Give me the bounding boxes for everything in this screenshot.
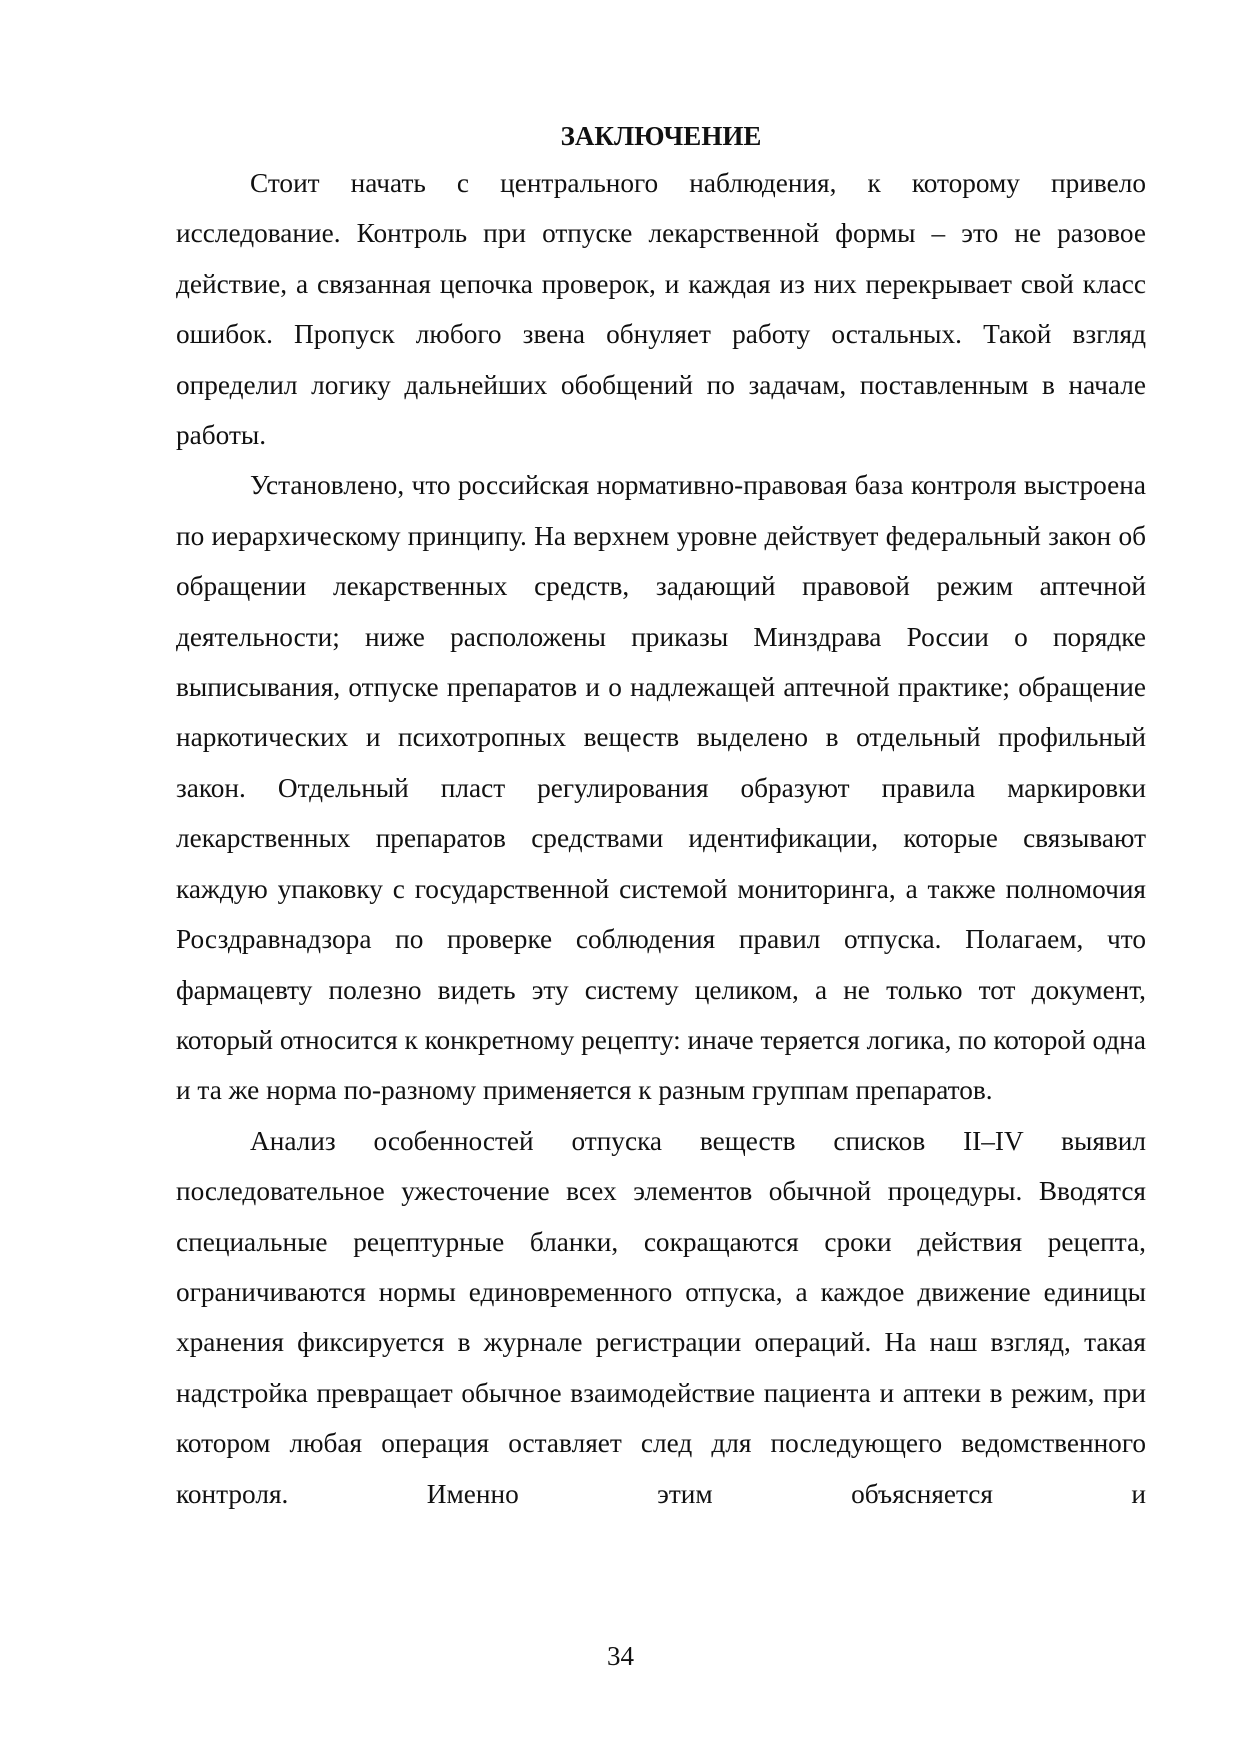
paragraph-1: Стоит начать с центрального наблюдения, к которому привело исследование. Контроль при отпуске лекарственной формы – это не разовое действие, а связанная цепочка проверок, и каждая из них перекрывает свой класс ошибок. Пропуск любого звена обнуляет работу остальных. Такой взгляд определил логику дальнейших обобщений по задачам, поставленным в начале работы.: [176, 168, 1146, 451]
body-text: [176, 158, 1146, 1519]
paragraph-3: Анализ особенностей отпуска веществ списков II–IV выявил последовательное ужесточение всех элементов обычной процедуры. Вводятся специальные рецептурные бланки, сокращаются сроки действия рецепта, ограничиваются нормы единовременного отпуска, а каждое движение единицы хранения фиксируется в журнале регистрации операций. На наш взгляд, такая надстройка превращает обычное взаимодействие пациента и аптеки в режим, при котором любая операция оставляет след для последующего ведомственного контроля. Именно этим объясняется и: [176, 1125, 1146, 1509]
page-number: 34: [607, 1641, 634, 1671]
section-heading: ЗАКЛЮЧЕНИЕ: [560, 121, 762, 151]
paragraph-2: Установлено, что российская нормативно-правовая база контроля выстроена по иерархическому принципу. На верхнем уровне действует федеральный закон об обращении лекарственных средств, задающий правовой режим аптечной деятельности; ниже расположены приказы Минздрава России о порядке выписывания, отпуске препаратов и о надлежащей аптечной практике; обращение наркотических и психотропных веществ выделено в отдельный профильный закон. Отдельный пласт регулирования образуют правила маркировки лекарственных препаратов средствами идентификации, которые связывают каждую упаковку с государственной системой мониторинга, а также полномочия Росздравнадзора по проверке соблюдения правил отпуска. Полагаем, что фармацевту полезно видеть эту систему целиком, а не только тот документ, который относится к конкретному рецепту: иначе теряется логика, по которой одна и та же норма по-разному применяется к разным группам препаратов.: [176, 470, 1146, 1106]
